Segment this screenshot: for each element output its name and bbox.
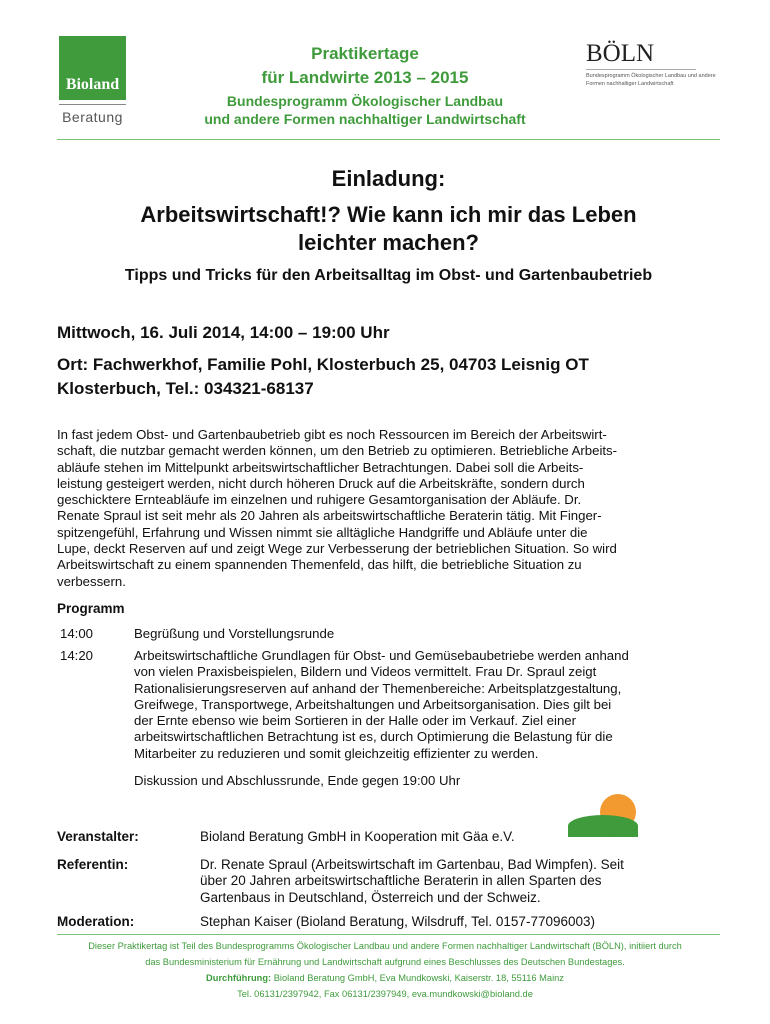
program-item-2-line: Greifwege, Transportwege, Arbeitshaltungen und Arbeitsorganisation. Dies gilt bei	[134, 696, 612, 712]
program-item-1: Begrüßung und Vorstellungsrunde	[134, 626, 335, 641]
event-place-line-1: Ort: Fachwerkhof, Familie Pohl, Klosterbuch 25, 04703 Leisnig OT	[57, 355, 589, 374]
footer-execution-label: Durchführung:	[206, 973, 272, 983]
bioland-logo-word: Bioland	[65, 76, 120, 93]
program-item-2-line: Arbeitswirtschaftliche Grundlagen für Obst- und Gemüsebaubetriebe werden anhand	[134, 648, 629, 663]
footer-line-4: Tel. 06131/2397942, Fax 06131/2397949, eva.mundkowski@bioland.de	[237, 989, 533, 999]
program-title: Programm	[57, 601, 125, 616]
bioland-logo-sub: Beratung	[62, 109, 123, 125]
intro-line: geschicktere Ernteabläufe im einzelnen und ruhigere Gesamtorganisation der Abläufe. Dr.	[57, 492, 582, 508]
intro-line: Arbeitswirtschaft zu einem spannenden Themenfeld, das hilft, die betriebliche Situation zu	[57, 557, 582, 573]
title-line-3: leichter machen?	[298, 230, 479, 255]
program-time-2: 14:20	[60, 648, 94, 663]
program-time-1: 14:00	[60, 626, 94, 641]
program-item-2-line: der Ernte ebenso wie beim Sortieren in der Halle oder im Verkauf. Ziel einer	[134, 713, 576, 729]
footer-line-1: Dieser Praktikertag ist Teil des Bundesprogramms Ökologischer Landbau und andere Formen nachhaltiger Landwirtschaft (BÖLN), initiiert durch	[88, 941, 682, 951]
speaker-label: Referentin:	[57, 857, 129, 872]
program-item-2	[134, 648, 720, 762]
intro-line: Renate Spraul ist seit mehr als 20 Jahren als arbeitswirtschaftliche Beraterin tätig. Mit Finger-	[57, 508, 602, 524]
bioland-logo-divider	[59, 104, 126, 105]
intro-line: spitzengefühl, Erfahrung und Wissen nimmt sie alltägliche Handgriffe und Abläufe unter die	[57, 524, 588, 540]
boeln-logo-title: BÖLN	[586, 40, 655, 67]
event-place	[57, 353, 737, 401]
boeln-logo-divider	[586, 69, 696, 70]
speaker-value	[200, 857, 720, 906]
intro-line: abläufe stehen im Mittelpunkt arbeitswirtschaftlicher Betrachtungen. Dabei soll die Arbeits-	[57, 459, 584, 475]
header-line-2: für Landwirte 2013 – 2015	[261, 68, 469, 87]
program-item-3: Diskussion und Abschlussrunde, Ende gegen 19:00 Uhr	[134, 773, 461, 788]
boeln-logo-sub: Bundesprogramm Ökologischer Landbau und andere Formen nachhaltiger Landwirtschaft	[586, 73, 716, 87]
program-item-2-line: arbeitswirtschaftlichen Betrachtung ist es, durch Optimierung die Belastung für die	[134, 729, 613, 745]
event-date: Mittwoch, 16. Juli 2014, 14:00 – 19:00 Uhr	[57, 323, 390, 342]
program-item-2-line: von vielen Praxisbeispielen, Bildern und Videos vermittelt. Frau Dr. Spraul zeigt	[134, 664, 597, 680]
intro-line: leistung gesteigert werden, nicht durch höheren Druck auf die Arbeitskräfte, sondern durch	[57, 475, 585, 491]
organizer-label: Veranstalter:	[57, 829, 139, 844]
gaea-logo-text: Gäa e.V.	[604, 828, 635, 837]
intro-line: Lupe, deckt Reserven auf und zeigt Wege zur Verbesserung der betrieblichen Situation. So wird	[57, 541, 617, 557]
footer-rule	[57, 934, 720, 935]
title-line-2: Arbeitswirtschaft!? Wie kann ich mir das Leben	[140, 202, 637, 227]
subtitle: Tipps und Tricks für den Arbeitsalltag im Obst- und Gartenbaubetrieb	[124, 267, 653, 284]
moderation-label: Moderation:	[57, 914, 135, 929]
intro-line: schaft, die nutzbar gemacht werden können, um den Betrieb zu optimieren. Betriebliche Arbeits-	[57, 443, 618, 459]
header-line-1: Praktikertage	[311, 44, 419, 63]
speaker-line: über 20 Jahren arbeitswirtschaftliche Beraterin in allen Sparten des	[200, 873, 602, 889]
organizer-value: Bioland Beratung GmbH in Kooperation mit Gäa e.V.	[200, 829, 515, 844]
program-item-2-line: Rationalisierungsreserven auf anhand der Themenbereiche: Arbeitsplatzgestaltung,	[134, 680, 622, 696]
event-place-line-2: Klosterbuch, Tel.: 034321-68137	[57, 379, 314, 398]
intro-line: In fast jedem Obst- und Gartenbaubetrieb gibt es noch Ressourcen im Bereich der Arbeitswirt-	[57, 427, 607, 442]
header-rule	[57, 139, 720, 140]
header-title-block	[140, 42, 590, 128]
moderation-value: Stephan Kaiser (Bioland Beratung, Wilsdruff, Tel. 0157-77096003)	[200, 914, 596, 929]
intro-line: verbessern.	[57, 573, 126, 589]
program-item-2-line: Mitarbeiter zu reduzieren und somit gleichzeitig effizienter zu werden.	[134, 745, 539, 761]
footer-line-3	[40, 972, 730, 985]
footer-line-2: das Bundesministerium für Ernährung und Landwirtschaft aufgrund eines Beschlusses des Deutschen Bundestages.	[145, 957, 625, 967]
title-line-1: Einladung:	[331, 166, 446, 191]
intro-paragraph	[57, 427, 720, 590]
speaker-line: Gartenbaus in Deutschland, Österreich und der Schweiz.	[200, 889, 541, 905]
footer-execution-value: Bioland Beratung GmbH, Eva Mundkowski, Kaiserstr. 18, 55116 Mainz	[271, 973, 564, 983]
speaker-line: Dr. Renate Spraul (Arbeitswirtschaft im Gartenbau, Bad Wimpfen). Seit	[200, 857, 624, 872]
header-line-3: Bundesprogramm Ökologischer Landbau	[226, 93, 504, 109]
header-line-4: und andere Formen nachhaltiger Landwirtschaft	[204, 111, 526, 127]
